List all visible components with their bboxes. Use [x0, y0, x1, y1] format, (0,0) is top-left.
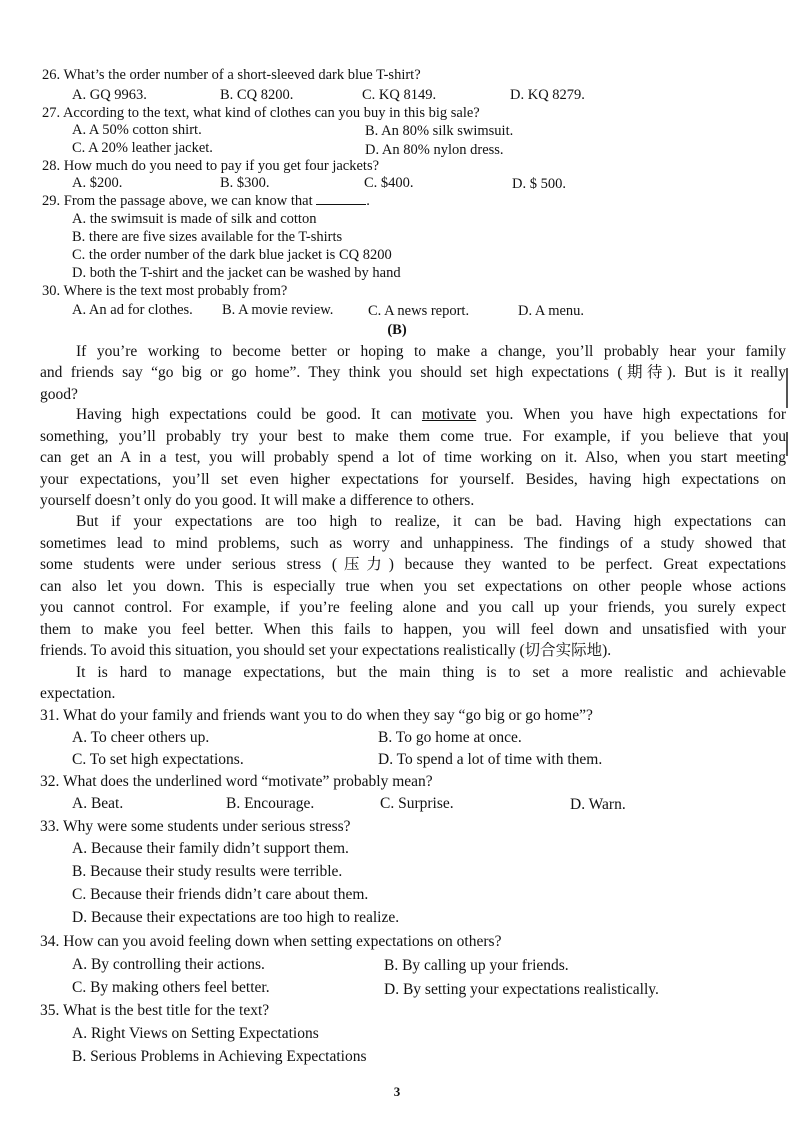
- scan-edge-mark: [786, 368, 788, 408]
- page-number: 3: [393, 1084, 401, 1099]
- q29-option-c: C. the order number of the dark blue jacket is CQ 8200: [72, 247, 392, 263]
- q32-option-b: B. Encourage.: [226, 795, 315, 812]
- q33-option-a: A. Because their family didn’t support them.: [72, 840, 349, 857]
- q26-stem: 26. What’s the order number of a short-sleeved dark blue T-shirt?: [42, 67, 421, 83]
- q31-stem: 31. What do your family and friends want you to do when they say “go big or go home”?: [40, 707, 593, 724]
- passage-line: something, you’ll probably try your best to make them come true. For example, if you believe that you: [40, 428, 786, 445]
- q29-stem: [42, 192, 370, 210]
- passage-line: [40, 404, 786, 426]
- q29-stem-end: .: [366, 193, 370, 209]
- q32-option-a: A. Beat.: [72, 795, 124, 812]
- q27-option-b: B. An 80% silk swimsuit.: [365, 123, 514, 139]
- passage-text: you. When you have high expectations for: [486, 406, 786, 423]
- q30-option-b: B. A movie review.: [222, 302, 334, 318]
- q32-stem: 32. What does the underlined word “motivate” probably mean?: [40, 773, 433, 790]
- q27-option-c: C. A 20% leather jacket.: [72, 140, 213, 156]
- q29-stem-text: 29. From the passage above, we can know that: [42, 193, 313, 209]
- underlined-word: motivate: [421, 406, 477, 423]
- passage-line: good?: [40, 386, 78, 403]
- q30-stem: 30. Where is the text most probably from?: [42, 283, 288, 299]
- passage-text: Having high expectations could be good. It can: [76, 406, 412, 423]
- q30-option-c: C. A news report.: [368, 303, 470, 319]
- q34-option-c: C. By making others feel better.: [72, 979, 270, 996]
- passage-line: and friends say “go big or go home”. They think you should set high expectations (期待). But is it really: [40, 364, 786, 381]
- q35-option-a: A. Right Views on Setting Expectations: [72, 1025, 319, 1042]
- passage-line: them to make you feel better. When this fails to happen, you will feel down and unsatisfied with your: [40, 621, 786, 638]
- passage-line: If you’re working to become better or hoping to make a change, you’ll probably hear your family: [76, 343, 786, 360]
- passage-line: you cannot control. For example, if you’re feeling alone and you call up your friends, you surely expect: [40, 599, 786, 616]
- q34-option-b: B. By calling up your friends.: [384, 957, 569, 974]
- q35-option-b: B. Serious Problems in Achieving Expectations: [72, 1048, 367, 1065]
- passage-line: It is hard to manage expectations, but the main thing is to set a more realistic and achievable: [76, 664, 786, 681]
- passage-line: some students were under serious stress (压力) because they wanted to be perfect. Great expectations: [40, 556, 786, 573]
- passage-line: friends. To avoid this situation, you should set your expectations realistically (切合实际地).: [40, 642, 612, 659]
- q34-option-d: D. By setting your expectations realistically.: [384, 981, 659, 998]
- q26-option-c: C. KQ 8149.: [362, 87, 437, 103]
- passage-line: But if your expectations are too high to realize, it can be bad. Having high expectations can: [76, 513, 786, 530]
- section-b-heading: (B): [387, 322, 407, 338]
- passage-line: expectation.: [40, 685, 116, 702]
- q27-option-a: A. A 50% cotton shirt.: [72, 122, 202, 138]
- q32-option-c: C. Surprise.: [380, 795, 454, 812]
- q31-option-a: A. To cheer others up.: [72, 729, 210, 746]
- q34-stem: 34. How can you avoid feeling down when setting expectations on others?: [40, 933, 502, 950]
- passage-line: your expectations, you’ll set even higher expectations for yourself. Besides, having high expectations on: [40, 471, 786, 488]
- q29-option-b: B. there are five sizes available for the T-shirts: [72, 229, 343, 245]
- q27-option-d: D. An 80% nylon dress.: [365, 142, 504, 158]
- q28-option-c: C. $400.: [364, 175, 414, 191]
- q33-option-c: C. Because their friends didn’t care about them.: [72, 886, 369, 903]
- q31-option-d: D. To spend a lot of time with them.: [378, 751, 603, 768]
- q26-option-d: D. KQ 8279.: [510, 87, 585, 103]
- q28-stem: 28. How much do you need to pay if you get four jackets?: [42, 158, 380, 174]
- q32-option-d: D. Warn.: [570, 796, 626, 813]
- passage-line: yourself doesn’t only do you good. It will make a difference to others.: [40, 492, 475, 509]
- passage-line: can also let you down. This is especially true when you set expectations on other people whose actions: [40, 578, 786, 595]
- q30-option-a: A. An ad for clothes.: [72, 302, 193, 318]
- q27-stem: 27. According to the text, what kind of clothes can you buy in this big sale?: [42, 105, 480, 121]
- answer-blank: [316, 192, 366, 205]
- q33-option-d: D. Because their expectations are too high to realize.: [72, 909, 400, 926]
- q31-option-c: C. To set high expectations.: [72, 751, 244, 768]
- q26-option-a: A. GQ 9963.: [72, 87, 147, 103]
- q29-option-d: D. both the T-shirt and the jacket can be washed by hand: [72, 265, 401, 281]
- passage-line: sometimes lead to mind problems, such as worry and unhappiness. The findings of a study showed that: [40, 535, 786, 552]
- q35-stem: 35. What is the best title for the text?: [40, 1002, 270, 1019]
- q33-option-b: B. Because their study results were terrible.: [72, 863, 343, 880]
- q30-option-d: D. A menu.: [518, 303, 585, 319]
- q28-option-d: D. $ 500.: [512, 176, 566, 192]
- q29-option-a: A. the swimsuit is made of silk and cotton: [72, 211, 317, 227]
- q28-option-a: A. $200.: [72, 175, 123, 191]
- q34-option-a: A. By controlling their actions.: [72, 956, 265, 973]
- q33-stem: 33. Why were some students under serious stress?: [40, 818, 351, 835]
- q26-option-b: B. CQ 8200.: [220, 87, 294, 103]
- q28-option-b: B. $300.: [220, 175, 270, 191]
- passage-line: can get an A in a test, you will probably spend a lot of time working on it. Also, when you start meeting: [40, 449, 786, 466]
- scan-edge-mark: [786, 432, 788, 456]
- q31-option-b: B. To go home at once.: [378, 729, 522, 746]
